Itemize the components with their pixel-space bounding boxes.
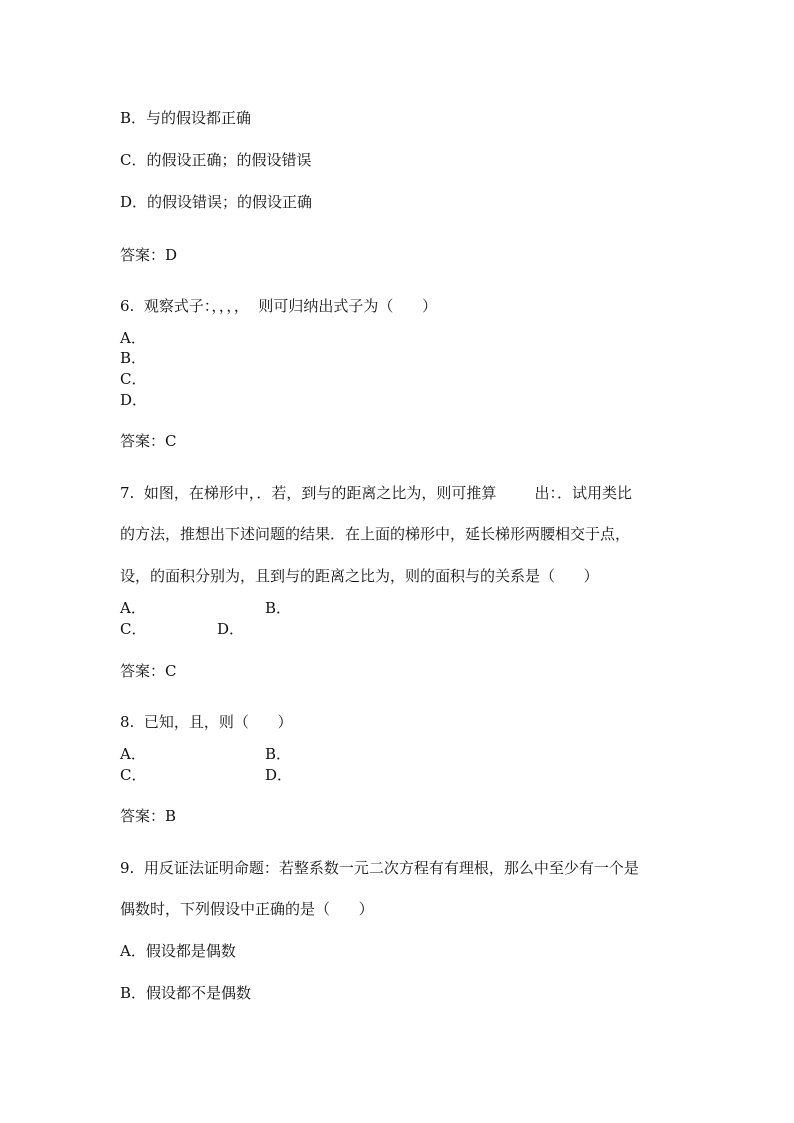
q7-option-b: B． bbox=[265, 599, 292, 617]
q8-option-b: B． bbox=[265, 745, 292, 763]
q9-stem-line2: 偶数时，下列假设中正确的是（ ） bbox=[120, 900, 374, 918]
q8-option-d: D． bbox=[265, 766, 293, 784]
q6-stem: 6. 观察式子：，，，， 则可归纳出式子为（ ） bbox=[120, 297, 437, 315]
q9-option-b: B．假设都不是偶数 bbox=[120, 984, 252, 1002]
q8-stem: 8. 已知，且，则（ ） bbox=[120, 713, 293, 731]
q7-option-a: A． bbox=[120, 599, 146, 617]
q6-option-a: A． bbox=[120, 329, 146, 347]
q8-option-a: A． bbox=[120, 745, 146, 763]
q5-option-c: C．的假设正确；的假设错误 bbox=[120, 151, 312, 169]
q6-option-b: B． bbox=[120, 349, 147, 367]
q8-option-c: C． bbox=[120, 766, 147, 784]
q6-option-c: C． bbox=[120, 370, 147, 388]
q7-stem-line3: 设，的面积分别为，且到与的距离之比为，则的面积与的关系是（ ） bbox=[120, 567, 599, 585]
q7-stem-line2: 的方法，推想出下述问题的结果．在上面的梯形中，延长梯形两腰相交于点， bbox=[120, 525, 631, 543]
q5-answer: 答案：D bbox=[120, 246, 178, 264]
q6-answer: 答案：C bbox=[120, 432, 177, 450]
q7-answer: 答案：C bbox=[120, 662, 177, 680]
q7-option-d: D． bbox=[217, 620, 245, 638]
q5-option-d: D．的假设错误；的假设正确 bbox=[120, 193, 313, 211]
q9-stem-line1: 9. 用反证法证明命题：若整系数一元二次方程有有理根，那么中至少有一个是 bbox=[120, 859, 639, 877]
q9-option-a: A．假设都是偶数 bbox=[120, 942, 236, 960]
q5-option-b: B．与的假设都正确 bbox=[120, 109, 252, 127]
q7-stem-line1: 7. 如图，在梯形中，．若，到与的距离之比为，则可推算 出：．试用类比 bbox=[120, 484, 632, 502]
q7-option-c: C． bbox=[120, 620, 147, 638]
q6-option-d: D． bbox=[120, 391, 148, 409]
q8-answer: 答案：B bbox=[120, 807, 177, 825]
